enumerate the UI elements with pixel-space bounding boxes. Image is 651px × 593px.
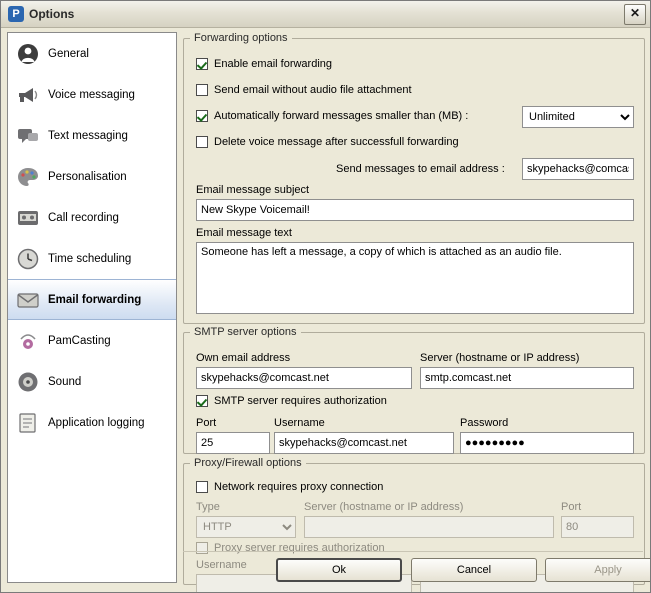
app-icon: P (8, 6, 24, 22)
enable-email-forwarding-checkbox[interactable] (196, 58, 332, 70)
megaphone-icon (16, 83, 40, 107)
speaker-icon (16, 370, 40, 394)
message-text-label: Email message text (196, 227, 292, 239)
smtp-username-label: Username (274, 417, 325, 429)
checkbox-box (196, 110, 208, 122)
smtp-port-input[interactable] (196, 432, 270, 454)
sidebar-item-text-messaging[interactable] (8, 115, 176, 156)
sidebar-item-label: Application logging (48, 416, 145, 429)
smtp-requires-auth-checkbox[interactable] (196, 395, 387, 407)
sidebar-item-pamcasting[interactable] (8, 320, 176, 361)
smtp-port-label: Port (196, 417, 217, 429)
checkbox-label: Send email without audio file attachment (214, 84, 412, 96)
sidebar-item-label: Personalisation (48, 170, 127, 183)
network-requires-proxy-checkbox[interactable] (196, 481, 383, 493)
sidebar-item-application-logging[interactable] (8, 402, 176, 443)
sidebar-item-time-scheduling[interactable] (8, 238, 176, 279)
sidebar-item-label: General (48, 47, 89, 60)
smtp-server-input[interactable] (420, 367, 634, 389)
sidebar-item-voice-messaging[interactable] (8, 74, 176, 115)
checkbox-label: Enable email forwarding (214, 58, 333, 70)
smtp-server-label: Server (hostname or IP address) (420, 352, 580, 364)
checkbox-box (196, 395, 208, 407)
sidebar-item-call-recording[interactable] (8, 197, 176, 238)
smtp-options-legend: SMTP server options (194, 326, 297, 338)
sidebar-item-personalisation[interactable] (8, 156, 176, 197)
proxy-port-input[interactable] (561, 516, 634, 538)
delete-after-forward-checkbox[interactable] (196, 136, 459, 148)
own-email-input[interactable] (196, 367, 412, 389)
sidebar-item-label: Email forwarding (48, 293, 142, 306)
dialog-body (1, 28, 650, 592)
forwarding-options-group (183, 32, 645, 324)
proxy-options-legend: Proxy/Firewall options (194, 457, 302, 469)
checkbox-label: Automatically forward messages smaller than (MB) : (214, 110, 469, 122)
log-icon (16, 411, 40, 435)
ok-button[interactable]: Ok (276, 558, 402, 582)
email-subject-input[interactable] (196, 199, 634, 221)
proxy-server-input[interactable] (304, 516, 554, 538)
checkbox-box (196, 58, 208, 70)
sidebar-item-label: PamCasting (48, 334, 111, 347)
checkbox-label: Network requires proxy connection (214, 481, 384, 493)
checkbox-label: SMTP server requires authorization (214, 395, 387, 407)
smtp-password-input[interactable] (460, 432, 634, 454)
subject-label: Email message subject (196, 184, 310, 196)
sidebar (7, 32, 177, 583)
size-limit-dropdown[interactable] (522, 106, 634, 128)
proxy-server-label: Server (hostname or IP address) (304, 501, 464, 513)
smtp-options-group (183, 326, 645, 454)
dialog-buttons (183, 558, 645, 584)
auto-forward-smaller-checkbox[interactable] (196, 110, 468, 122)
cassette-icon (16, 206, 40, 230)
sidebar-item-email-forwarding[interactable] (8, 279, 176, 320)
chat-icon (16, 124, 40, 148)
clock-icon (16, 247, 40, 271)
sidebar-item-sound[interactable] (8, 361, 176, 402)
checkbox-box (196, 481, 208, 493)
own-email-label: Own email address (196, 352, 291, 364)
smtp-username-input[interactable] (274, 432, 454, 454)
palette-icon (16, 165, 40, 189)
sidebar-item-label: Call recording (48, 211, 119, 224)
email-message-textarea[interactable] (196, 242, 634, 314)
checkbox-box (196, 542, 208, 554)
title-bar (1, 1, 650, 28)
send-to-label: Send messages to email address : (336, 163, 505, 175)
checkbox-box (196, 84, 208, 96)
cancel-button[interactable]: Cancel (411, 558, 537, 582)
send-without-attachment-checkbox[interactable] (196, 84, 412, 96)
send-to-email-input[interactable] (522, 158, 634, 180)
proxy-username-label: Username (196, 559, 247, 571)
smtp-password-label: Password (460, 417, 509, 429)
checkbox-box (196, 136, 208, 148)
person-icon (16, 42, 40, 66)
forwarding-options-legend: Forwarding options (194, 32, 288, 44)
sidebar-item-label: Voice messaging (48, 88, 135, 101)
envelope-icon (16, 288, 40, 312)
close-icon[interactable]: ✕ (624, 4, 646, 25)
apply-button[interactable]: Apply (545, 558, 651, 582)
checkbox-label: Delete voice message after successfull forwarding (214, 136, 459, 148)
settings-panel (183, 32, 645, 583)
sidebar-item-label: Time scheduling (48, 252, 132, 265)
proxy-requires-auth-checkbox[interactable] (196, 542, 385, 554)
divider (183, 551, 643, 552)
sidebar-item-label: Sound (48, 375, 82, 388)
sidebar-item-general[interactable] (8, 33, 176, 74)
proxy-type-label: Type (196, 501, 220, 513)
window-title: Options (29, 7, 75, 21)
proxy-type-dropdown[interactable] (196, 516, 296, 538)
broadcast-icon (16, 329, 40, 353)
proxy-port-label: Port (561, 501, 582, 513)
sidebar-item-label: Text messaging (48, 129, 128, 142)
checkbox-label: Proxy server requires authorization (214, 542, 385, 554)
